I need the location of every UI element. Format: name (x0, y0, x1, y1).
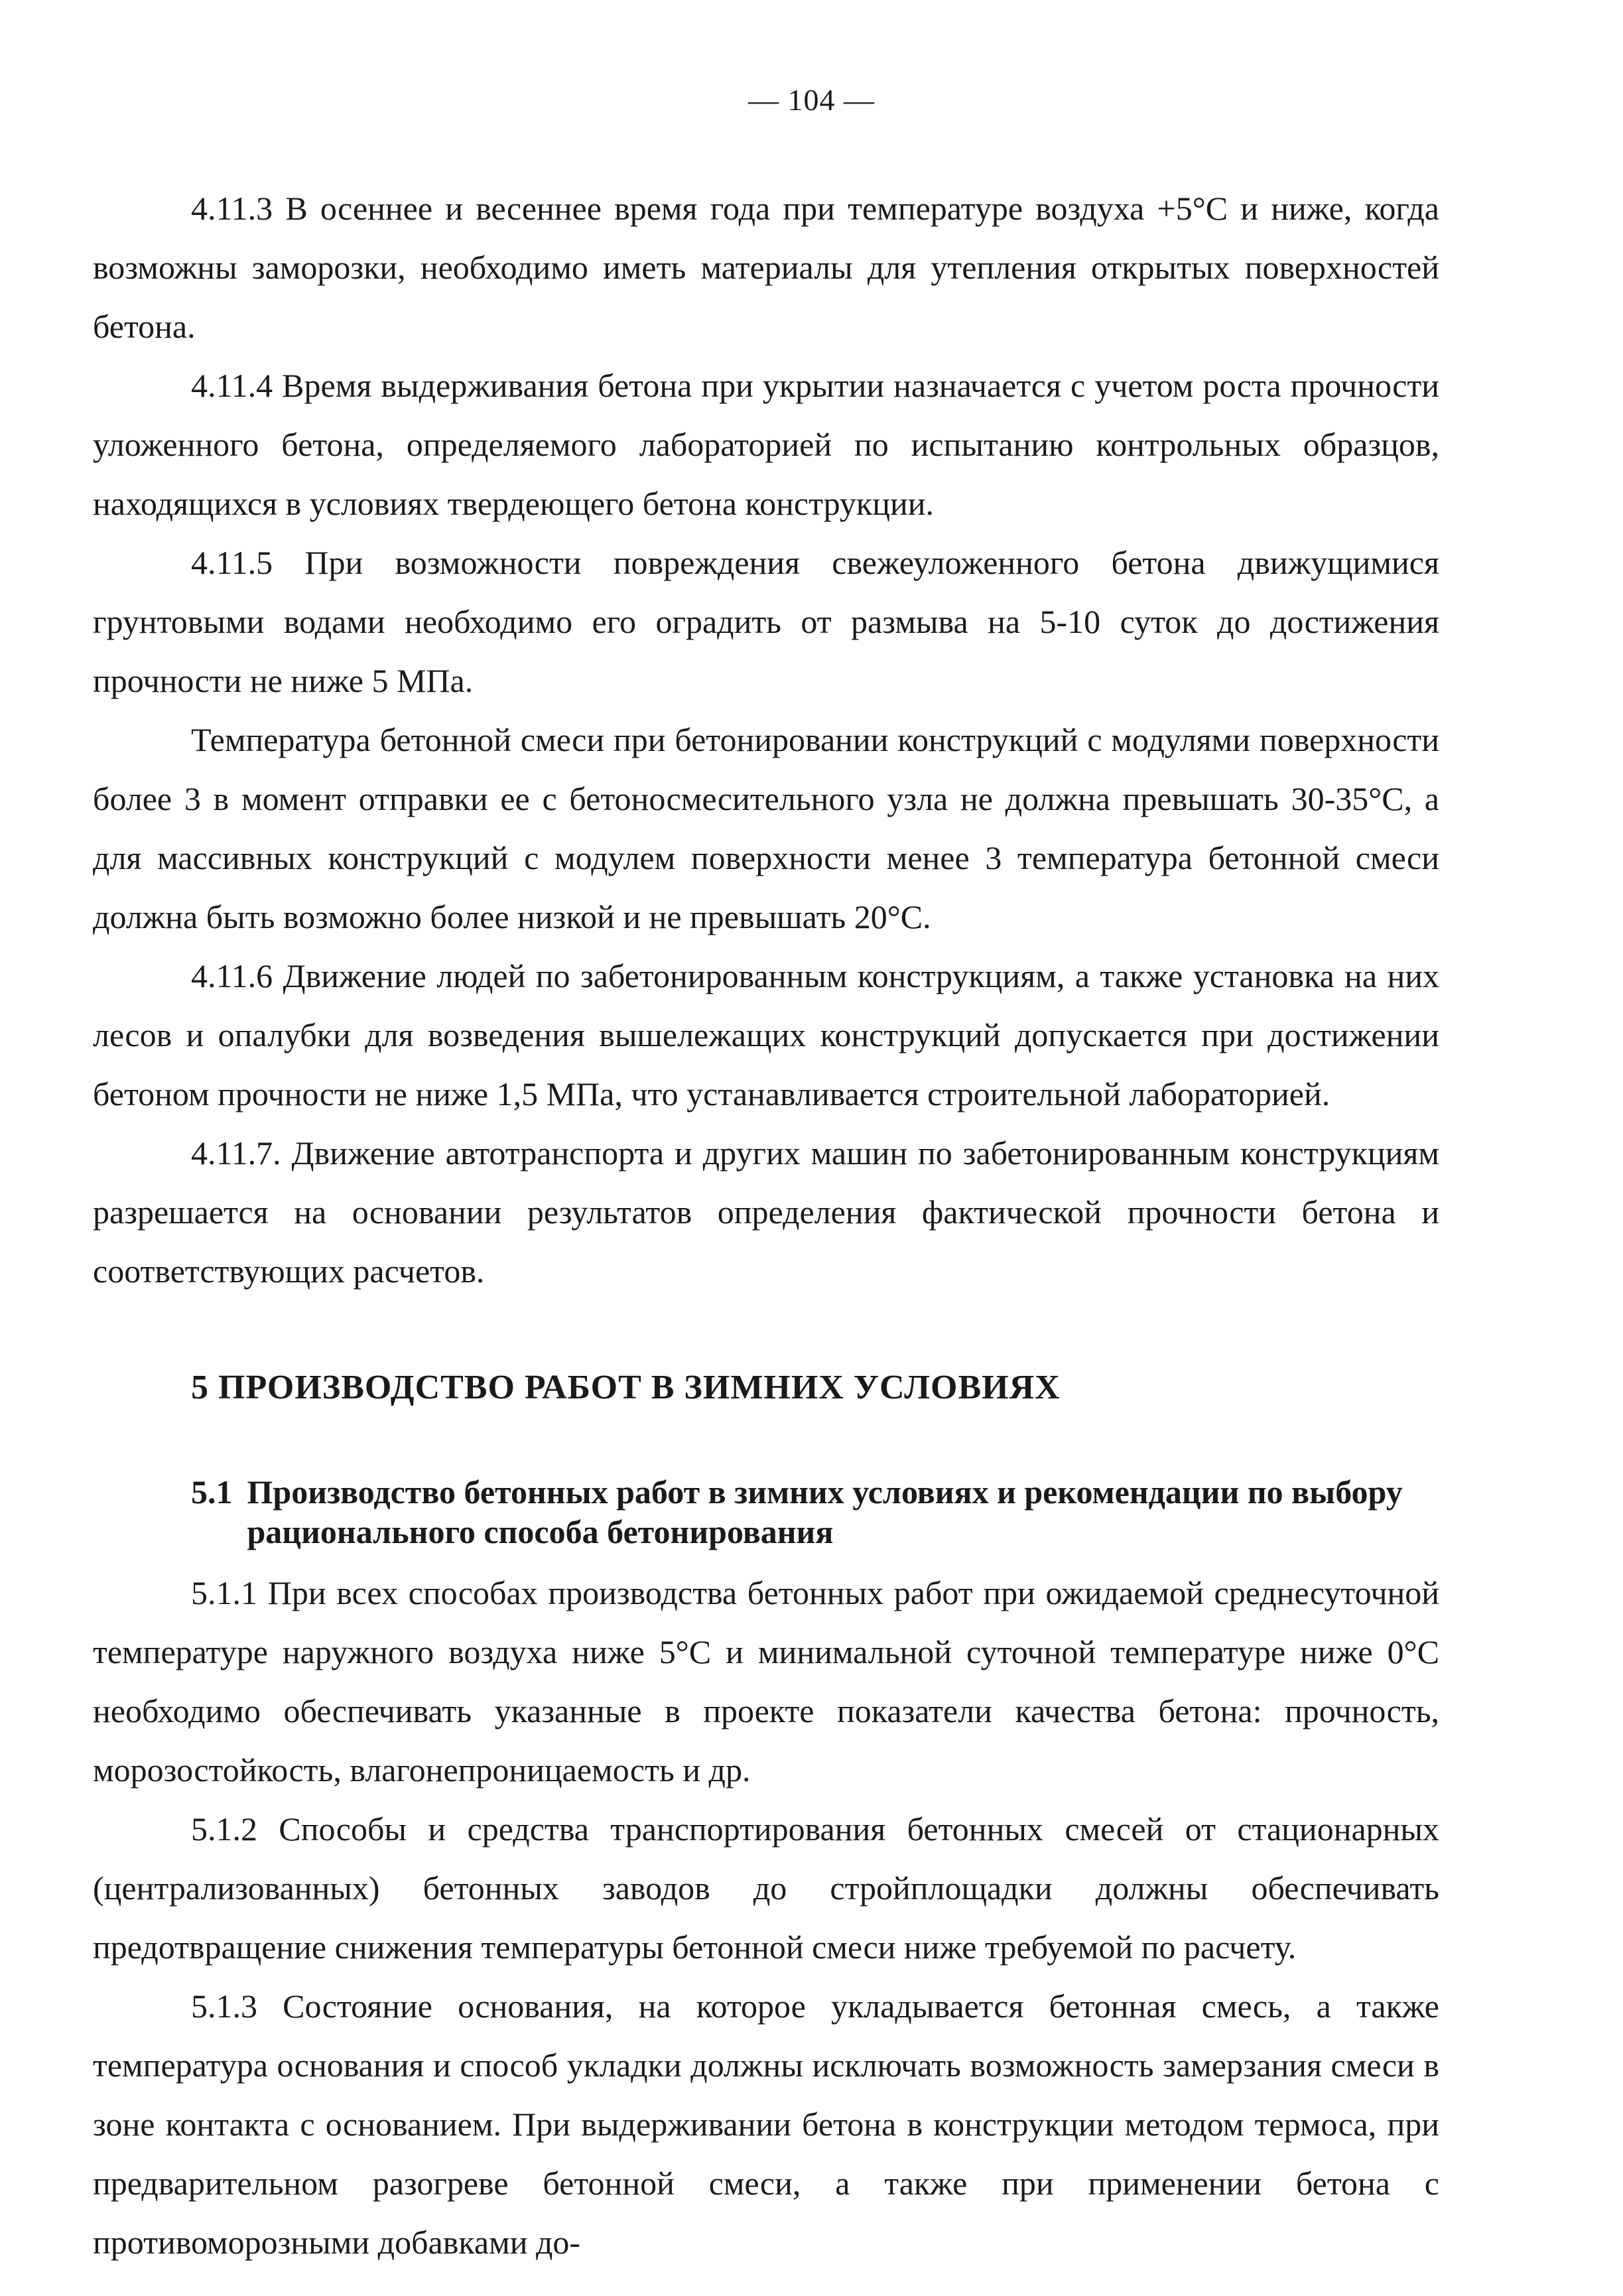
subsection-title: Производство бетонных работ в зимних условиях и рекомендации по выбору рационального способа бетонирования (247, 1473, 1403, 1550)
paragraph-5-1-2: 5.1.2 Способы и средства транспортирования бетонных смесей от стационарных (централизованных) бетонных заводов до стройплощадки должны обеспечивать предотвращение снижения температуры бетонной смеси ниже требуемой по расчету. (93, 1810, 1439, 1966)
page-content (93, 179, 1439, 2272)
subsection-number: 5.1 (191, 1473, 233, 1511)
paragraph-5-1-1: 5.1.1 При всех способах производства бетонных работ при ожидаемой среднесуточной температуре наружного воздуха ниже 5°С и минимальной суточной температуре ниже 0°С необходимо обеспечивать указанные в проекте показатели качества бетона: прочность, морозостойкость, влагонепроницаемость и др. (93, 1574, 1439, 1789)
paragraph-4-11-7: 4.11.7. Движение автотранспорта и других машин по забетонированным конструкциям разрешается на основании результатов определения фактической прочности бетона и соответствующих расчетов. (93, 1134, 1439, 1290)
paragraph-4-11-5: 4.11.5 При возможности повреждения свежеуложенного бетона движущимися грунтовыми водами необходимо его оградить от размыва на 5-10 суток до достижения прочности не ниже 5 МПа. (93, 544, 1439, 699)
subsection-heading (93, 1472, 1439, 1552)
paragraph-4-11-6: 4.11.6 Движение людей по забетонированным конструкциям, а также установка на них лесов и опалубки для возведения вышележащих конструкций допускается при достижении бетоном прочности не ниже 1,5 МПа, что устанавливается строительной лабораторией. (93, 957, 1439, 1113)
paragraph-5-1-3: 5.1.3 Состояние основания, на которое укладывается бетонная смесь, а также температура основания и способ укладки должны исключать возможность замерзания смеси в зоне контакта с основанием. При выдерживании бетона в конструкции методом термоса, при предварительном разогреве бетонной смеси, а также при применении бетона с противоморозными добавками до- (93, 1988, 1439, 2261)
paragraph-4-11-4: 4.11.4 Время выдерживания бетона при укрытии назначается с учетом роста прочности уложенного бетона, определяемого лабораторией по испытанию контрольных образцов, находящихся в условиях твердеющего бетона конструкции. (93, 367, 1439, 522)
paragraph-4-11-3: 4.11.3 В осеннее и весеннее время года при температуре воздуха +5°С и ниже, когда возможны заморозки, необходимо иметь материалы для утепления открытых поверхностей бетона. (93, 190, 1439, 345)
section-heading: 5 ПРОИЗВОДСТВО РАБОТ В ЗИМНИХ УСЛОВИЯХ (191, 1369, 1061, 1406)
paragraph-concrete-temperature: Температура бетонной смеси при бетонировании конструкций с модулями поверхности более 3 в момент отправки ее с бетоносмесительного узла не должна превышать 30-35°С, а для массивных конструкций с модулем поверхности менее 3 температура бетонной смеси должна быть возможно более низкой и не превышать 20°С. (93, 721, 1439, 935)
page-number: — 104 — (748, 83, 875, 117)
